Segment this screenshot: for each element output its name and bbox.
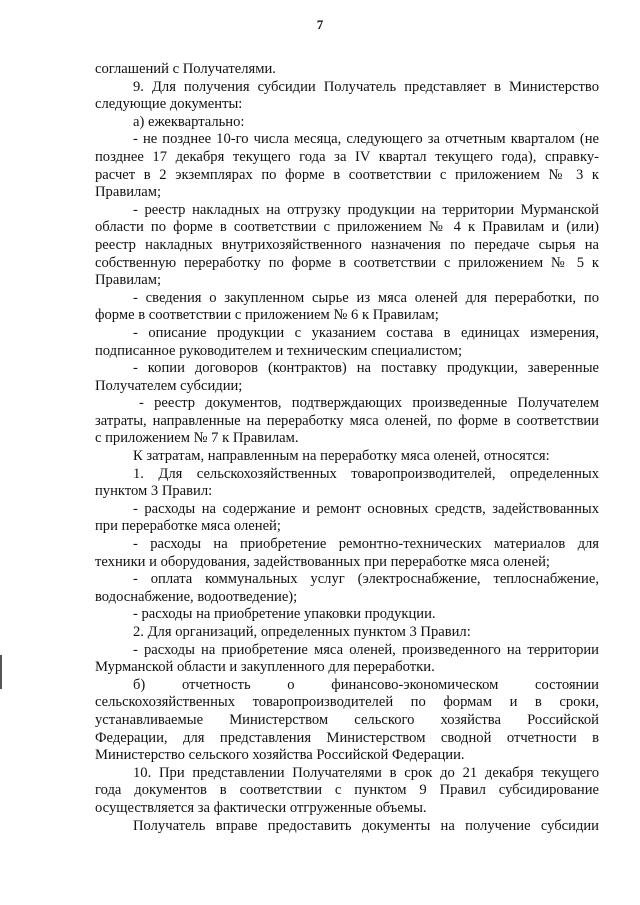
text-line: - расходы на приобретение упаковки продукции.	[133, 606, 436, 623]
document-body	[95, 61, 599, 835]
text-line: 9. Для получения субсидии Получатель представляет в Министерство	[133, 78, 599, 95]
text-line: области по форме в соответствии с приложением № 4 к Правилам и (или)	[95, 219, 599, 236]
text-line: техники и оборудования, задействованных при переработке мяса оленей;	[95, 553, 550, 570]
text-line: - сведения о закупленном сырье из мяса оленей для переработки, по	[133, 289, 599, 306]
text-line: года документов в соответствии с пунктом 9 Правил субсидирование	[95, 782, 599, 799]
text-line: а) ежеквартально:	[133, 113, 245, 130]
text-line: 1. Для сельскохозяйственных товаропроизводителей, определенных	[133, 465, 599, 482]
text-line: следующие документы:	[95, 96, 243, 113]
text-line: - расходы на содержание и ремонт основных средств, задействованных	[133, 500, 599, 517]
text-line: Федерации, для представления Министерством сводной отчетности в	[95, 729, 599, 746]
text-line: осуществляется за фактически отгруженные объемы.	[95, 799, 427, 816]
text-line: с приложением № 7 к Правилам.	[95, 430, 299, 447]
text-line: Мурманской области и закупленного для переработки.	[95, 659, 435, 676]
text-line: - реестр накладных на отгрузку продукции на территории Мурманской	[133, 201, 599, 218]
text-line: 2. Для организаций, определенных пунктом 3 Правил:	[133, 624, 471, 640]
text-line: Правилам;	[95, 272, 162, 289]
text-line: - не позднее 10-го числа месяца, следующего за отчетным кварталом (не	[133, 131, 599, 148]
text-line: К затратам, направленным на переработку мяса оленей, относятся:	[133, 448, 550, 465]
text-line: затраты, направленные на переработку мяса оленей, по форме в соответствии	[95, 412, 599, 429]
text-line: - оплата коммунальных услуг (электроснабжение, теплоснабжение,	[133, 571, 599, 588]
text-line: устанавливаемые Министерством сельского хозяйства Российской	[95, 711, 599, 728]
text-line: сельскохозяйственных товаропроизводителей по формам и в сроки,	[95, 694, 599, 711]
text-line: реестр накладных внутрихозяйственного назначения по передаче сырья на	[95, 236, 599, 253]
text-line: 10. При представлении Получателями в срок до 21 декабря текущего	[133, 764, 599, 781]
text-line: соглашений с Получателями.	[95, 61, 276, 77]
text-line: Правилам;	[95, 184, 162, 201]
text-line: пунктом 3 Правил:	[95, 483, 213, 500]
text-line: - копии договоров (контрактов) на поставку продукции, заверенные	[133, 360, 599, 377]
text-line: позднее 17 декабря текущего года за IV квартал текущего года), справку-	[95, 148, 599, 165]
text-line: подписанное руководителем и техническим специалистом;	[95, 342, 463, 359]
text-line: - описание продукции с указанием состава в единицах измерения,	[133, 324, 599, 341]
text-line: собственную переработку по форме в соответствии с приложением № 5 к	[95, 254, 599, 271]
page-number: 7	[316, 17, 324, 32]
text-line: Министерство сельского хозяйства Российской Федерации.	[95, 747, 465, 764]
text-line: водоснабжение, водоотведение);	[95, 588, 298, 605]
text-line: - реестр документов, подтверждающих произведенные Получателем	[139, 395, 599, 412]
text-line: при переработке мяса оленей;	[95, 518, 281, 535]
text-line: - расходы на приобретение ремонтно-технических материалов для	[133, 536, 599, 553]
text-line: Получатель вправе предоставить документы на получение субсидии	[133, 817, 599, 834]
text-line: форме в соответствии с приложением № 6 к Правилам;	[95, 307, 439, 324]
text-line: б) отчетность о финансово-экономическом состоянии	[133, 676, 599, 693]
text-line: - расходы на приобретение мяса оленей, произведенного на территории	[133, 641, 599, 658]
scan-edge-mark	[0, 655, 2, 689]
text-line: Получателем субсидии;	[95, 377, 243, 394]
text-line: расчет в 2 экземплярах по форме в соответствии с приложением № 3 к	[95, 166, 599, 183]
